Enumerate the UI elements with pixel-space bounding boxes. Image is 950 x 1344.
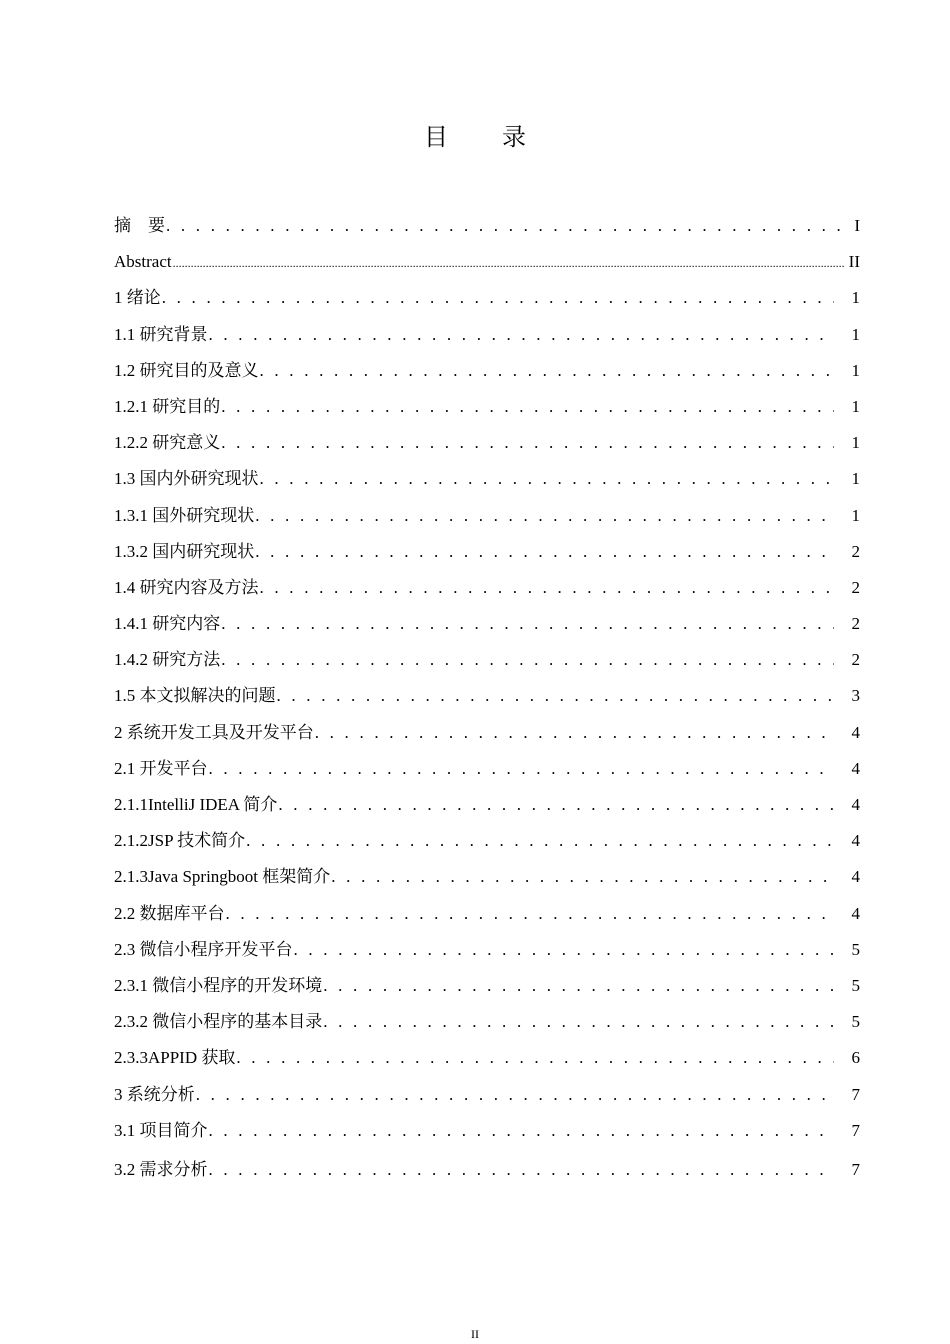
toc-entry[interactable]	[114, 389, 860, 425]
toc-entry-label: 3.1 项目简介	[114, 1120, 208, 1140]
toc-leader-dots	[221, 642, 834, 678]
toc-entry-label: 1.3.1 国外研究现状	[114, 505, 255, 525]
toc-entry-label: 3.2 需求分析	[114, 1159, 208, 1179]
toc-entry-label: 1.4 研究内容及方法	[114, 577, 259, 597]
toc-entry-abstract-en[interactable]	[114, 244, 860, 280]
toc-leader-dots	[260, 353, 835, 389]
toc-leader-dots	[277, 678, 835, 714]
toc-entry-page: 4	[851, 795, 860, 814]
toc-leader-dots	[221, 389, 834, 425]
toc-entry[interactable]	[114, 1152, 860, 1188]
toc-entry[interactable]	[114, 353, 860, 389]
toc-entry[interactable]	[114, 534, 860, 570]
toc-leader-dots	[260, 461, 835, 497]
toc-leader-dots	[209, 1113, 835, 1149]
toc-entry[interactable]	[114, 751, 860, 787]
toc-entry-label: 1.2 研究目的及意义	[114, 360, 259, 380]
toc-entry-label: 2.3.2 微信小程序的基本目录	[114, 1012, 323, 1032]
toc-leader-dots	[323, 968, 834, 1004]
toc-entry-label: 2.3.3APPID 获取	[114, 1048, 236, 1068]
toc-entry-label: 1.2.1 研究目的	[114, 396, 221, 416]
toc-entry-label: 1.5 本文拟解决的问题	[114, 686, 276, 706]
toc-entry[interactable]	[114, 823, 860, 859]
toc-entry[interactable]	[114, 787, 860, 823]
toc-leader-dots	[162, 280, 834, 316]
toc-entry-label: Abstract	[114, 252, 172, 272]
toc-leader-dots	[226, 896, 835, 932]
toc-entry-label: 1.4.2 研究方法	[114, 650, 221, 670]
toc-entry-abstract-cn[interactable]	[114, 208, 860, 244]
toc-leader-dots	[173, 245, 844, 281]
toc-leader-dots	[278, 787, 834, 823]
toc-entry[interactable]	[114, 1113, 860, 1149]
toc-entry-page: 7	[851, 1084, 860, 1104]
toc-entry-label: 2.2 数据库平台	[114, 903, 225, 923]
toc-entry[interactable]	[114, 570, 860, 606]
toc-leader-dots	[209, 751, 835, 787]
toc-entry[interactable]	[114, 715, 860, 751]
toc-entry[interactable]	[114, 642, 860, 678]
toc-entry-label: 1.1 研究背景	[114, 324, 208, 344]
toc-entry-page: 7	[851, 1120, 860, 1140]
toc-entry-label: 1.3.2 国内研究现状	[114, 541, 255, 561]
toc-entry[interactable]	[114, 1040, 860, 1076]
table-of-contents	[114, 208, 860, 1188]
toc-entry[interactable]	[114, 896, 860, 932]
toc-entry-page: 5	[851, 1012, 860, 1032]
toc-leader-dots	[315, 715, 834, 751]
toc-entry-page: 6	[851, 1048, 860, 1068]
toc-entry-page: 4	[851, 831, 860, 851]
toc-entry-label: 2 系统开发工具及开发平台	[114, 722, 314, 742]
toc-leader-dots	[255, 534, 834, 570]
toc-entry-page: 2	[851, 541, 860, 561]
toc-entry[interactable]	[114, 606, 860, 642]
toc-leader-dots	[221, 425, 834, 461]
toc-entry-page: 1	[851, 288, 860, 308]
toc-leader-dots	[260, 570, 835, 606]
toc-leader-dots	[255, 498, 834, 534]
toc-entry[interactable]	[114, 678, 860, 714]
toc-entry-page: 2	[851, 614, 860, 634]
toc-entry-label: 1.3 国内外研究现状	[114, 469, 259, 489]
toc-leader-dots	[236, 1040, 834, 1076]
toc-entry-page: 1	[851, 324, 860, 344]
toc-entry-page: 4	[851, 722, 860, 742]
toc-entry[interactable]	[114, 498, 860, 534]
toc-entry-page: 3	[851, 686, 860, 706]
toc-leader-dots	[209, 1152, 835, 1188]
toc-leader-dots	[246, 823, 834, 859]
toc-entry-label: 1 绪论	[114, 288, 161, 308]
toc-entry-page: 4	[851, 867, 860, 887]
toc-entry[interactable]	[114, 932, 860, 968]
toc-entry-page: I	[854, 216, 860, 235]
toc-entry-page: 2	[851, 650, 860, 670]
toc-entry-page: 7	[851, 1159, 860, 1179]
toc-entry-page: 2	[851, 577, 860, 597]
toc-entry[interactable]	[114, 1004, 860, 1040]
toc-leader-dots	[331, 859, 834, 895]
toc-leader-dots	[323, 1004, 834, 1040]
toc-entry[interactable]	[114, 968, 860, 1004]
toc-entry-page: 1	[851, 505, 860, 525]
toc-entry-label: 3 系统分析	[114, 1084, 195, 1104]
toc-entry-page: 1	[851, 469, 860, 489]
toc-entry-label: 2.1.1IntelliJ IDEA 简介	[114, 795, 278, 814]
toc-leader-dots	[221, 606, 834, 642]
toc-entry-page: 1	[851, 396, 860, 416]
toc-entry[interactable]	[114, 859, 860, 895]
toc-entry-page: 5	[851, 939, 860, 959]
toc-entry-label: 2.3.1 微信小程序的开发环境	[114, 975, 323, 995]
footer-page-number: II	[471, 1327, 479, 1341]
toc-entry-page: 4	[851, 758, 860, 778]
toc-entry-label: 1.4.1 研究内容	[114, 614, 221, 634]
toc-entry-label: 1.2.2 研究意义	[114, 433, 221, 453]
toc-leader-dots	[209, 317, 835, 353]
toc-entry-page: II	[848, 252, 860, 272]
toc-entry[interactable]	[114, 317, 860, 353]
toc-entry-label: 2.1 开发平台	[114, 758, 208, 778]
toc-entry-label: 2.1.3Java Springboot 框架简介	[114, 867, 331, 887]
toc-leader-dots	[166, 208, 844, 244]
toc-entry[interactable]	[114, 461, 860, 497]
toc-entry-label: 2.3 微信小程序开发平台	[114, 939, 293, 959]
toc-entry-label: 摘 要	[114, 216, 165, 235]
toc-entry-page: 1	[851, 433, 860, 453]
toc-entry-page: 1	[851, 360, 860, 380]
toc-entry[interactable]	[114, 1077, 860, 1113]
toc-entry[interactable]	[114, 280, 860, 316]
toc-entry-page: 4	[851, 903, 860, 923]
toc-leader-dots	[294, 932, 835, 968]
toc-leader-dots	[196, 1077, 834, 1113]
toc-entry-page: 5	[851, 975, 860, 995]
toc-entry[interactable]	[114, 425, 860, 461]
toc-entry-label: 2.1.2JSP 技术简介	[114, 831, 246, 851]
page-title: 目 录	[424, 125, 550, 151]
